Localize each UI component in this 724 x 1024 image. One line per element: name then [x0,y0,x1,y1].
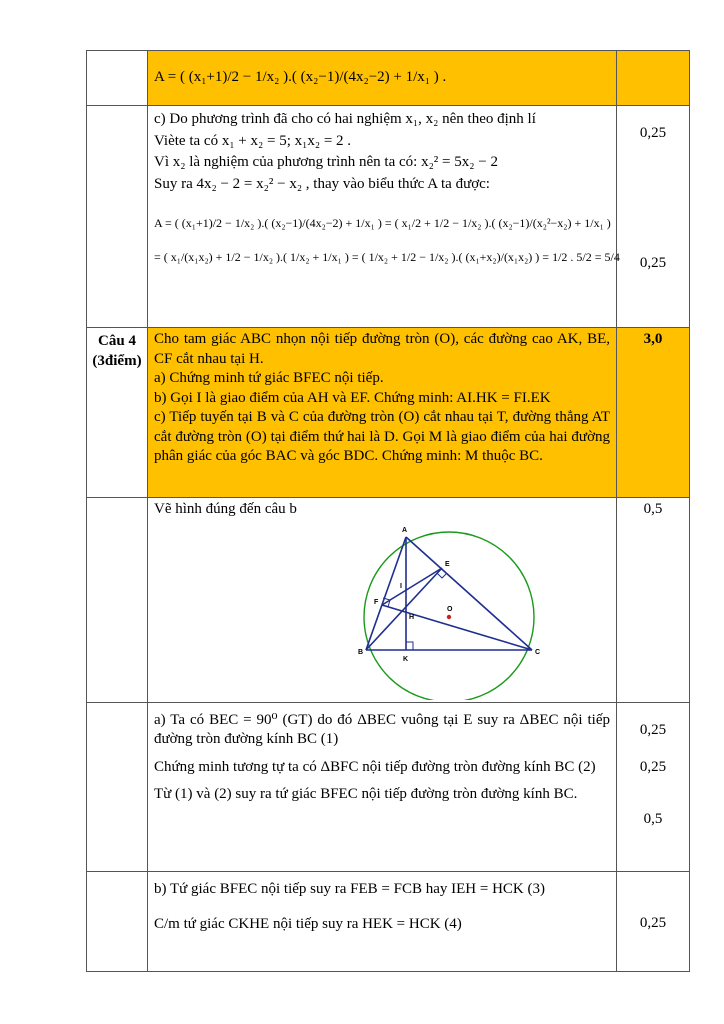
text-line: c) Do phương trình đã cho có hai nghiệm x₁, x₂ nên theo định lí [154,111,536,127]
altitude-cf [382,605,532,650]
score-cell [617,328,690,498]
question-number: Câu 4 [98,333,136,349]
label-c: C [535,648,541,656]
right-angle-e [437,573,447,578]
part-a-solution [148,702,617,871]
label-k: K [403,655,409,663]
empty-cell [87,106,148,328]
text-paragraph: a) Ta có BEC = 90⁰ (GT) do đó ΔBEC vuông tại E suy ra ΔBEC nội tiếp đường tròn đường kính BC (1) [154,711,610,747]
figure-cell [148,498,617,703]
formula-line: = ( x₁/(x₁x₂) + 1/2 − 1/x₂ ).( 1/x₂ + 1/x₁ ) = ( 1/x₂ + 1/2 − 1/x₂ ).( (x₁+x₂)/(x₁x₂) ) = 1/2 . 5/2 = 5/4 [154,249,620,264]
score-cell [617,51,690,106]
text-paragraph: Chứng minh tương tự ta có ΔBFC nội tiếp đường tròn đường kính BC (2) [154,758,596,775]
score: 0,25 [639,125,667,141]
problem-statement: Cho tam giác ABC nhọn nội tiếp đường tròn (O), các đường cao AK, BE, CF cắt nhau tại H. [154,331,610,367]
formula-line: A = ( (x₁+1)/2 − 1/x₂ ).( (x₂−1)/(4x₂−2) + 1/x₁ ) = ( x₁/2 + 1/2 − 1/x₂ ).( (x₂−1)/(x₂²−x₂) + 1/x₁ ) [154,216,611,230]
question-label-cell [87,328,148,498]
part-b-statement: b) Gọi I là giao điểm của AH và EF. Chứng minh: AI.HK = FI.EK [154,389,551,406]
score-cell [617,106,690,328]
center-point [447,614,451,618]
score: 3,0 [643,331,663,347]
part-b-solution [148,871,617,971]
label-i: I [400,582,402,590]
empty-cell [87,51,148,106]
right-angle-k [406,642,413,650]
part-a-statement: a) Chứng minh tứ giác BFEC nội tiếp. [154,370,384,386]
score: 0,25 [639,759,667,775]
score-cell [617,871,690,971]
score: 0,25 [639,914,667,931]
score: 0,25 [639,254,667,271]
altitude-be [366,568,442,650]
label-e: E [445,560,450,568]
answer-table [86,50,690,972]
geometry-figure [154,520,594,700]
side-ac [406,537,532,650]
question-points: (3điểm) [92,352,142,369]
text-line: Suy ra 4x₂ − 2 = x₂² − x₂ , thay vào biểu thức A ta được: [154,175,490,192]
label-b: B [358,648,364,656]
formula-cell [148,51,617,106]
score: 0,25 [639,721,667,738]
text-paragraph: Từ (1) và (2) suy ra tứ giác BFEC nội tiếp đường tròn đường kính BC. [154,786,578,802]
formula-a: A = ( (x₁+1)/2 − 1/x₂ ).( (x₂−1)/(4x₂−2) + 1/x₁ ) . [154,69,447,86]
score: 0,5 [643,810,663,827]
score-cell [617,702,690,871]
part-c-statement: c) Tiếp tuyến tại B và C của đường tròn (O) cắt nhau tại T, đường thẳng AT cắt đường tròn (O) tại điểm thứ hai là D. Gọi M là giao điểm của hai đường phân giác của góc BAC và góc BDC. Chứng minh: M thuộc BC. [154,409,610,464]
label-a: A [402,526,408,534]
label-o: O [447,605,453,613]
text-paragraph: b) Tứ giác BFEC nội tiếp suy ra FEB = FCB hay IEH = HCK (3) [154,880,546,897]
text-line: Vì x₂ là nghiệm của phương trình nên ta có: x₂² = 5x₂ − 2 [154,154,498,170]
label-f: F [374,598,379,606]
text-paragraph: C/m tứ giác CKHE nội tiếp suy ra HEK = HCK (4) [154,916,462,932]
label-h: H [409,613,415,621]
empty-cell [87,871,148,971]
empty-cell [87,702,148,871]
score-cell [617,498,690,703]
empty-cell [87,498,148,703]
text-line: Viète ta có x₁ + x₂ = 5; x₁x₂ = 2 . [154,132,352,149]
question-text-cell [148,328,617,498]
score: 0,5 [643,501,663,517]
part-c-solution [148,106,620,328]
figure-caption: Vẽ hình đúng đến câu b [154,501,297,517]
